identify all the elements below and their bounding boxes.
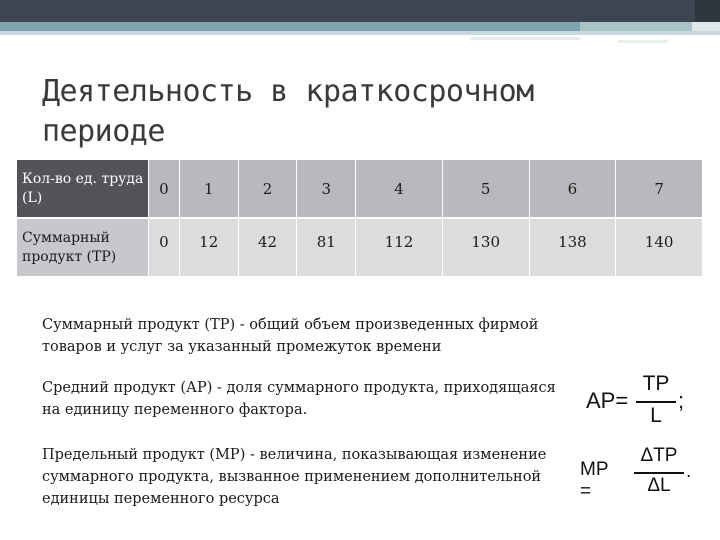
definition-total-product: Суммарный продукт (ТР) - общий объем произведенных фирмой товаров и услуг за указанный промежуток времени xyxy=(42,317,539,355)
row-header-labor: Кол-во ед. труда (L) xyxy=(17,160,149,219)
table-cell: 7 xyxy=(616,160,703,219)
formula-mp-tail: . xyxy=(686,461,692,482)
top-band-line-2 xyxy=(618,40,668,43)
formula-mp-fraction xyxy=(634,447,684,501)
definition-average-product: Средний продукт (АР) - доля суммарного продукта, приходящаяся на единицу переменного фактора. xyxy=(42,380,556,418)
formula-mp-lhs: MP = xyxy=(580,459,609,502)
row-header-total-product: Суммарный продукт (ТР) xyxy=(17,219,149,276)
formula-ap-numerator: TP xyxy=(642,372,670,395)
table-cell: 2 xyxy=(239,160,298,219)
table-cell: 0 xyxy=(149,219,180,276)
top-band-dark xyxy=(0,0,720,22)
production-table xyxy=(17,160,703,276)
table-cell: 12 xyxy=(180,219,239,276)
table-cell: 140 xyxy=(616,219,703,276)
formula-ap-lhs: AP= xyxy=(586,388,629,413)
definition-marginal-product: Предельный продукт (МР) - величина, показывающая изменение суммарного продукта, вызванное применением дополнительной единицы переменного ресурса xyxy=(42,447,547,507)
formula-ap-denominator: L xyxy=(650,404,662,427)
table-cell: 42 xyxy=(239,219,298,276)
slide-title: Деятельность в краткосрочном периоде xyxy=(42,74,534,149)
formula-ap-tail: ; xyxy=(678,388,685,413)
table-row xyxy=(17,219,703,276)
table-cell: 3 xyxy=(297,160,356,219)
table-cell: 6 xyxy=(530,160,617,219)
formula-mp-bar xyxy=(634,472,684,474)
table-cell: 1 xyxy=(180,160,239,219)
table-cell: 0 xyxy=(149,160,180,219)
table-cell: 4 xyxy=(356,160,443,219)
top-band-accent-light xyxy=(580,22,692,31)
table-cell: 5 xyxy=(443,160,530,219)
top-band-accent xyxy=(695,0,720,22)
top-band-accent-pale xyxy=(692,22,720,31)
table-cell: 81 xyxy=(297,219,356,276)
top-band-light xyxy=(0,31,720,35)
table-cell: 138 xyxy=(530,219,617,276)
table-cell: 130 xyxy=(443,219,530,276)
top-band-line xyxy=(470,37,580,40)
formula-mp-denominator: ΔL xyxy=(647,475,671,496)
formula-ap-fraction xyxy=(636,374,676,430)
table-cell: 112 xyxy=(356,219,443,276)
table-row xyxy=(17,160,703,219)
formula-ap-bar xyxy=(636,401,676,403)
formula-mp-numerator: ΔTP xyxy=(640,445,678,466)
